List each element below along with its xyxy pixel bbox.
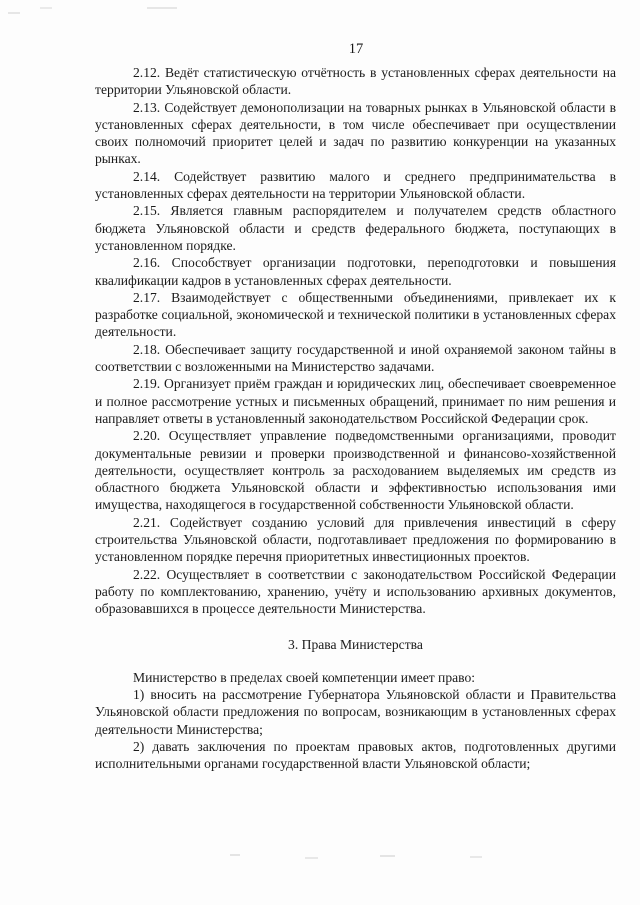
paragraph: 1) вносить на рассмотрение Губернатора Ульяновской области и Правительства Ульяновской области предложения по вопросам, возникающим в установленных сферах деятельности Министерства;	[95, 687, 616, 737]
section-heading: 3. Права Министерства	[288, 636, 423, 652]
paragraph: 2.18. Обеспечивает защиту государственной и иной охраняемой законом тайны в соответствии с возложенными на Министерство задачами.	[95, 341, 616, 375]
paragraph: 2.16. Способствует организации подготовки, переподготовки и повышения квалификации кадров в установленных сферах деятельности.	[95, 255, 616, 288]
paragraph: Министерство в пределах своей компетенции имеет право:	[133, 669, 476, 685]
paragraph: 2.17. Взаимодействует с общественными объединениями, привлекает их к разработке социальной, экономической и технической политики в установленных сферах деятельности.	[95, 289, 616, 340]
paragraph: 2.22. Осуществляет в соответствии с законодательством Российской Федерации работу по комплектованию, хранению, учёту и использованию архивных документов, образовавшихся в процессе деятельности Министерства.	[95, 566, 616, 617]
paragraph: 2.19. Организует приём граждан и юридических лиц, обеспечивает своевременное и полное рассмотрение устных и письменных обращений, принимает по ним решения и направляет ответы в установленный законодательством Российской Федерации срок.	[95, 376, 616, 426]
paragraph: 2.13. Содействует демонополизации на товарных рынках в Ульяновской области в установленных сферах деятельности, в том числе обеспечивает при осуществлении своих полномочий приоритет целей и задач по развитию конкуренции на указанных рынках.	[95, 99, 616, 167]
paragraph: 2.15. Является главным распорядителем и получателем средств областного бюджета Ульяновской области и средств федерального бюджета, поступающих в установленном порядке.	[95, 203, 616, 253]
paragraph: 2.20. Осуществляет управление подведомственными организациями, проводит документальные ревизии и проверки производственной и финансово-хозяйственной деятельности, осуществляет контроль за расходованием выделяемых им средств из областного бюджета Ульяновской области и эффективностью использования ими имущества, находящегося в государственной собственности Ульяновской области.	[95, 428, 616, 513]
paragraph: 2.14. Содействует развитию малого и среднего предпринимательства в установленных сферах деятельности на территории Ульяновской области.	[95, 168, 616, 202]
page-number: 17	[348, 41, 364, 57]
paragraph: 2) давать заключения по проектам правовых актов, подготовленных другими исполнительными органами государственной власти Ульяновской области;	[95, 738, 616, 772]
document-body	[95, 64, 616, 773]
paragraph: 2.12. Ведёт статистическую отчётность в установленных сферах деятельности на территории Ульяновской области.	[95, 65, 616, 98]
paragraph: 2.21. Содействует созданию условий для привлечения инвестиций в сферу строительства Ульяновской области, подготавливает предложения по формированию в установленном порядке перечня приоритетных инвестиционных проектов.	[95, 514, 616, 565]
